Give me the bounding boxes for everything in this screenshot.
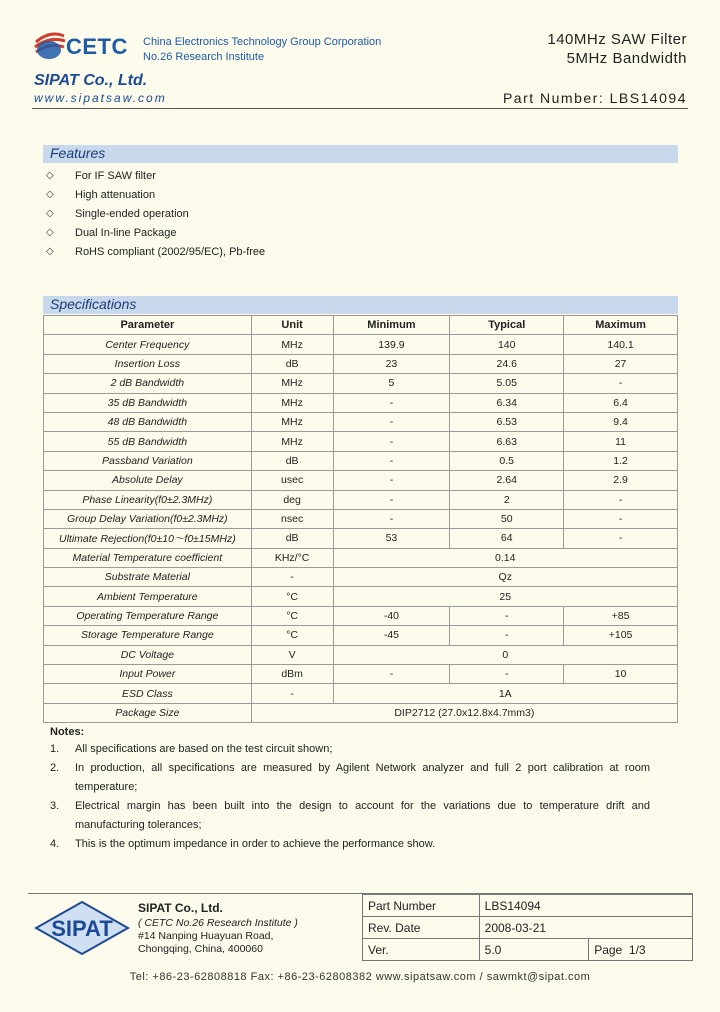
list-item xyxy=(46,242,265,261)
table-row xyxy=(44,684,678,703)
table-row xyxy=(363,917,693,939)
footer-line-1: ( CETC No.26 Research Institute ) xyxy=(138,917,298,929)
sipat-logo-icon xyxy=(34,900,130,956)
table-row xyxy=(44,645,678,664)
diamond-bullet-icon: ◇ xyxy=(46,189,54,200)
max-cell: - xyxy=(564,490,678,509)
unit-cell: dB xyxy=(251,529,333,548)
page-value: 1/3 xyxy=(628,942,646,957)
notes-section xyxy=(50,726,650,854)
package-cell: DIP2712 (27.0x12.8x4.7mm3) xyxy=(251,703,677,722)
max-cell: 2.9 xyxy=(564,471,678,490)
table-header-row xyxy=(44,316,678,335)
note-number: 1. xyxy=(50,743,60,755)
typ-cell: 6.53 xyxy=(450,412,564,431)
param-cell: ESD Class xyxy=(44,684,252,703)
table-row xyxy=(44,393,678,412)
typ-cell: 140 xyxy=(450,335,564,354)
corp-line-2: No.26 Research Institute xyxy=(143,51,265,63)
column-header: Typical xyxy=(450,316,564,335)
param-cell: DC Voltage xyxy=(44,645,252,664)
note-text: This is the optimum impedance in order to achieve the performance show. xyxy=(75,838,436,850)
date-label: Rev. Date xyxy=(363,917,480,939)
date-value: 2008-03-21 xyxy=(479,917,692,939)
table-body xyxy=(44,335,678,723)
unit-cell: dBm xyxy=(251,665,333,684)
table-row xyxy=(44,412,678,431)
note-number: 2. xyxy=(50,762,60,774)
footer-line-2: #14 Nanping Huayuan Road, xyxy=(138,930,274,942)
typ-cell: - xyxy=(450,665,564,684)
cetc-logo-icon xyxy=(32,28,68,62)
specifications-table xyxy=(43,315,678,723)
param-cell: Input Power xyxy=(44,665,252,684)
table-row xyxy=(44,490,678,509)
table-row xyxy=(44,529,678,548)
param-cell: Insertion Loss xyxy=(44,354,252,373)
note-number: 4. xyxy=(50,838,60,850)
diamond-bullet-icon: ◇ xyxy=(46,208,54,219)
table-row xyxy=(44,587,678,606)
unit-cell: dB xyxy=(251,354,333,373)
column-header: Unit xyxy=(251,316,333,335)
specifications-bar xyxy=(43,296,678,314)
table-row xyxy=(44,374,678,393)
part-label: Part Number xyxy=(363,895,480,917)
footer-line-3: Chongqing, China, 400060 xyxy=(138,943,263,955)
max-cell: 11 xyxy=(564,432,678,451)
min-cell: 23 xyxy=(333,354,450,373)
part-number: Part Number: LBS14094 xyxy=(502,90,687,106)
typ-cell: 64 xyxy=(450,529,564,548)
page-indicator xyxy=(589,939,693,961)
ver-label: Ver. xyxy=(363,939,480,961)
min-cell: - xyxy=(333,471,450,490)
merged-value-cell: 1A xyxy=(333,684,677,703)
typ-cell: - xyxy=(450,606,564,625)
unit-cell: MHz xyxy=(251,412,333,431)
max-cell: +85 xyxy=(564,606,678,625)
feature-text: High attenuation xyxy=(75,188,156,201)
corporation-name xyxy=(143,35,381,65)
note-text: In production, all specifications are measured by Agilent Network analyzer and full 2 port calibration at room temperature; xyxy=(75,762,650,793)
table-row xyxy=(44,606,678,625)
unit-cell: deg xyxy=(251,490,333,509)
corp-line-1: China Electronics Technology Group Corporation xyxy=(143,36,382,48)
param-cell: Package Size xyxy=(44,703,252,722)
diamond-bullet-icon: ◇ xyxy=(46,246,54,257)
note-item xyxy=(50,759,650,797)
note-item xyxy=(50,835,650,854)
table-row xyxy=(44,451,678,470)
unit-cell: usec xyxy=(251,471,333,490)
merged-value-cell: Qz xyxy=(333,568,677,587)
unit-cell: MHz xyxy=(251,432,333,451)
table-row xyxy=(44,548,678,567)
notes-title: Notes: xyxy=(50,726,85,738)
table-row xyxy=(363,895,693,917)
list-item xyxy=(46,185,265,204)
unit-cell: MHz xyxy=(251,335,333,354)
note-item xyxy=(50,797,650,835)
sipat-logo-text: SIPAT xyxy=(51,916,113,941)
unit-cell: - xyxy=(251,568,333,587)
table-row xyxy=(44,568,678,587)
min-cell: - xyxy=(333,412,450,431)
column-header: Maximum xyxy=(564,316,678,335)
column-header: Minimum xyxy=(333,316,450,335)
feature-text: Dual In-line Package xyxy=(75,226,177,239)
max-cell: - xyxy=(564,509,678,528)
max-cell: 10 xyxy=(564,665,678,684)
param-cell: Substrate Material xyxy=(44,568,252,587)
min-cell: - xyxy=(333,432,450,451)
param-cell: 2 dB Bandwidth xyxy=(44,374,252,393)
param-cell: Material Temperature coefficient xyxy=(44,548,252,567)
min-cell: - xyxy=(333,509,450,528)
max-cell: +105 xyxy=(564,626,678,645)
unit-cell: °C xyxy=(251,587,333,606)
max-cell: 140.1 xyxy=(564,335,678,354)
min-cell: - xyxy=(333,393,450,412)
footer-info-table xyxy=(362,894,693,961)
min-cell: 53 xyxy=(333,529,450,548)
max-cell: 27 xyxy=(564,354,678,373)
features-title: Features xyxy=(50,145,106,161)
min-cell: - xyxy=(333,490,450,509)
table-row xyxy=(44,626,678,645)
unit-cell: MHz xyxy=(251,393,333,412)
ver-value: 5.0 xyxy=(479,939,589,961)
param-cell: Storage Temperature Range xyxy=(44,626,252,645)
table-row xyxy=(44,509,678,528)
column-header: Parameter xyxy=(44,316,252,335)
merged-value-cell: 0 xyxy=(333,645,677,664)
company-name: SIPAT Co., Ltd. xyxy=(34,72,148,89)
min-cell: 139.9 xyxy=(333,335,450,354)
min-cell: -40 xyxy=(333,606,450,625)
unit-cell: - xyxy=(251,684,333,703)
specifications-title: Specifications xyxy=(50,296,137,312)
footer-company: SIPAT Co., Ltd. xyxy=(138,901,223,915)
typ-cell: 50 xyxy=(450,509,564,528)
contact-line: Tel: +86-23-62808818 Fax: +86-23-62808382 www.sipatsaw.com / sawmkt@sipat.com xyxy=(129,971,591,983)
merged-value-cell: 0.14 xyxy=(333,548,677,567)
param-cell: Passband Variation xyxy=(44,451,252,470)
typ-cell: 2 xyxy=(450,490,564,509)
typ-cell: - xyxy=(450,626,564,645)
param-cell: Absolute Delay xyxy=(44,471,252,490)
table-row xyxy=(44,354,678,373)
param-cell: 55 dB Bandwidth xyxy=(44,432,252,451)
param-cell: Operating Temperature Range xyxy=(44,606,252,625)
product-title: 140MHz SAW Filter xyxy=(547,31,687,48)
param-cell: Ultimate Rejection(f0±10～f0±15MHz) xyxy=(44,529,252,548)
max-cell: 6.4 xyxy=(564,393,678,412)
diamond-bullet-icon: ◇ xyxy=(46,170,54,181)
param-cell: 35 dB Bandwidth xyxy=(44,393,252,412)
diamond-bullet-icon: ◇ xyxy=(46,227,54,238)
website: www.sipatsaw.com xyxy=(34,91,167,105)
max-cell: - xyxy=(564,374,678,393)
min-cell: - xyxy=(333,665,450,684)
unit-cell: °C xyxy=(251,606,333,625)
typ-cell: 5.05 xyxy=(450,374,564,393)
note-item xyxy=(50,740,650,759)
param-cell: Phase Linearity(f0±2.3MHz) xyxy=(44,490,252,509)
param-cell: 48 dB Bandwidth xyxy=(44,412,252,431)
table-row xyxy=(44,432,678,451)
feature-text: For IF SAW filter xyxy=(75,169,156,182)
bandwidth-title: 5MHz Bandwidth xyxy=(566,50,687,67)
feature-text: RoHS compliant (2002/95/EC), Pb-free xyxy=(75,245,266,258)
list-item xyxy=(46,204,265,223)
min-cell: - xyxy=(333,451,450,470)
typ-cell: 2.64 xyxy=(450,471,564,490)
max-cell: 9.4 xyxy=(564,412,678,431)
logo-text: CETC xyxy=(66,34,128,59)
list-item xyxy=(46,166,265,185)
typ-cell: 6.63 xyxy=(450,432,564,451)
table-row xyxy=(44,471,678,490)
features-list xyxy=(46,166,265,261)
unit-cell: dB xyxy=(251,451,333,470)
typ-cell: 6.34 xyxy=(450,393,564,412)
table-row xyxy=(44,665,678,684)
unit-cell: MHz xyxy=(251,374,333,393)
note-number: 3. xyxy=(50,800,60,812)
header-divider xyxy=(32,108,688,109)
unit-cell: V xyxy=(251,645,333,664)
max-cell: 1.2 xyxy=(564,451,678,470)
max-cell: - xyxy=(564,529,678,548)
note-text: All specifications are based on the test circuit shown; xyxy=(75,743,333,755)
table-row xyxy=(363,939,693,961)
list-item xyxy=(46,223,265,242)
feature-text: Single-ended operation xyxy=(75,207,189,220)
unit-cell: °C xyxy=(251,626,333,645)
page-label: Page xyxy=(594,942,623,957)
unit-cell: nsec xyxy=(251,509,333,528)
typ-cell: 0.5 xyxy=(450,451,564,470)
min-cell: -45 xyxy=(333,626,450,645)
min-cell: 5 xyxy=(333,374,450,393)
table-row xyxy=(44,335,678,354)
merged-value-cell: 25 xyxy=(333,587,677,606)
note-text: Electrical margin has been built into the design to account for the variations due to temperature drift and manufacturing tolerances; xyxy=(75,800,650,831)
param-cell: Center Frequency xyxy=(44,335,252,354)
param-cell: Ambient Temperature xyxy=(44,587,252,606)
unit-cell: KHz/°C xyxy=(251,548,333,567)
table-row xyxy=(44,703,678,722)
features-bar xyxy=(43,145,678,163)
part-value: LBS14094 xyxy=(479,895,692,917)
typ-cell: 24.6 xyxy=(450,354,564,373)
param-cell: Group Delay Variation(f0±2.3MHz) xyxy=(44,509,252,528)
